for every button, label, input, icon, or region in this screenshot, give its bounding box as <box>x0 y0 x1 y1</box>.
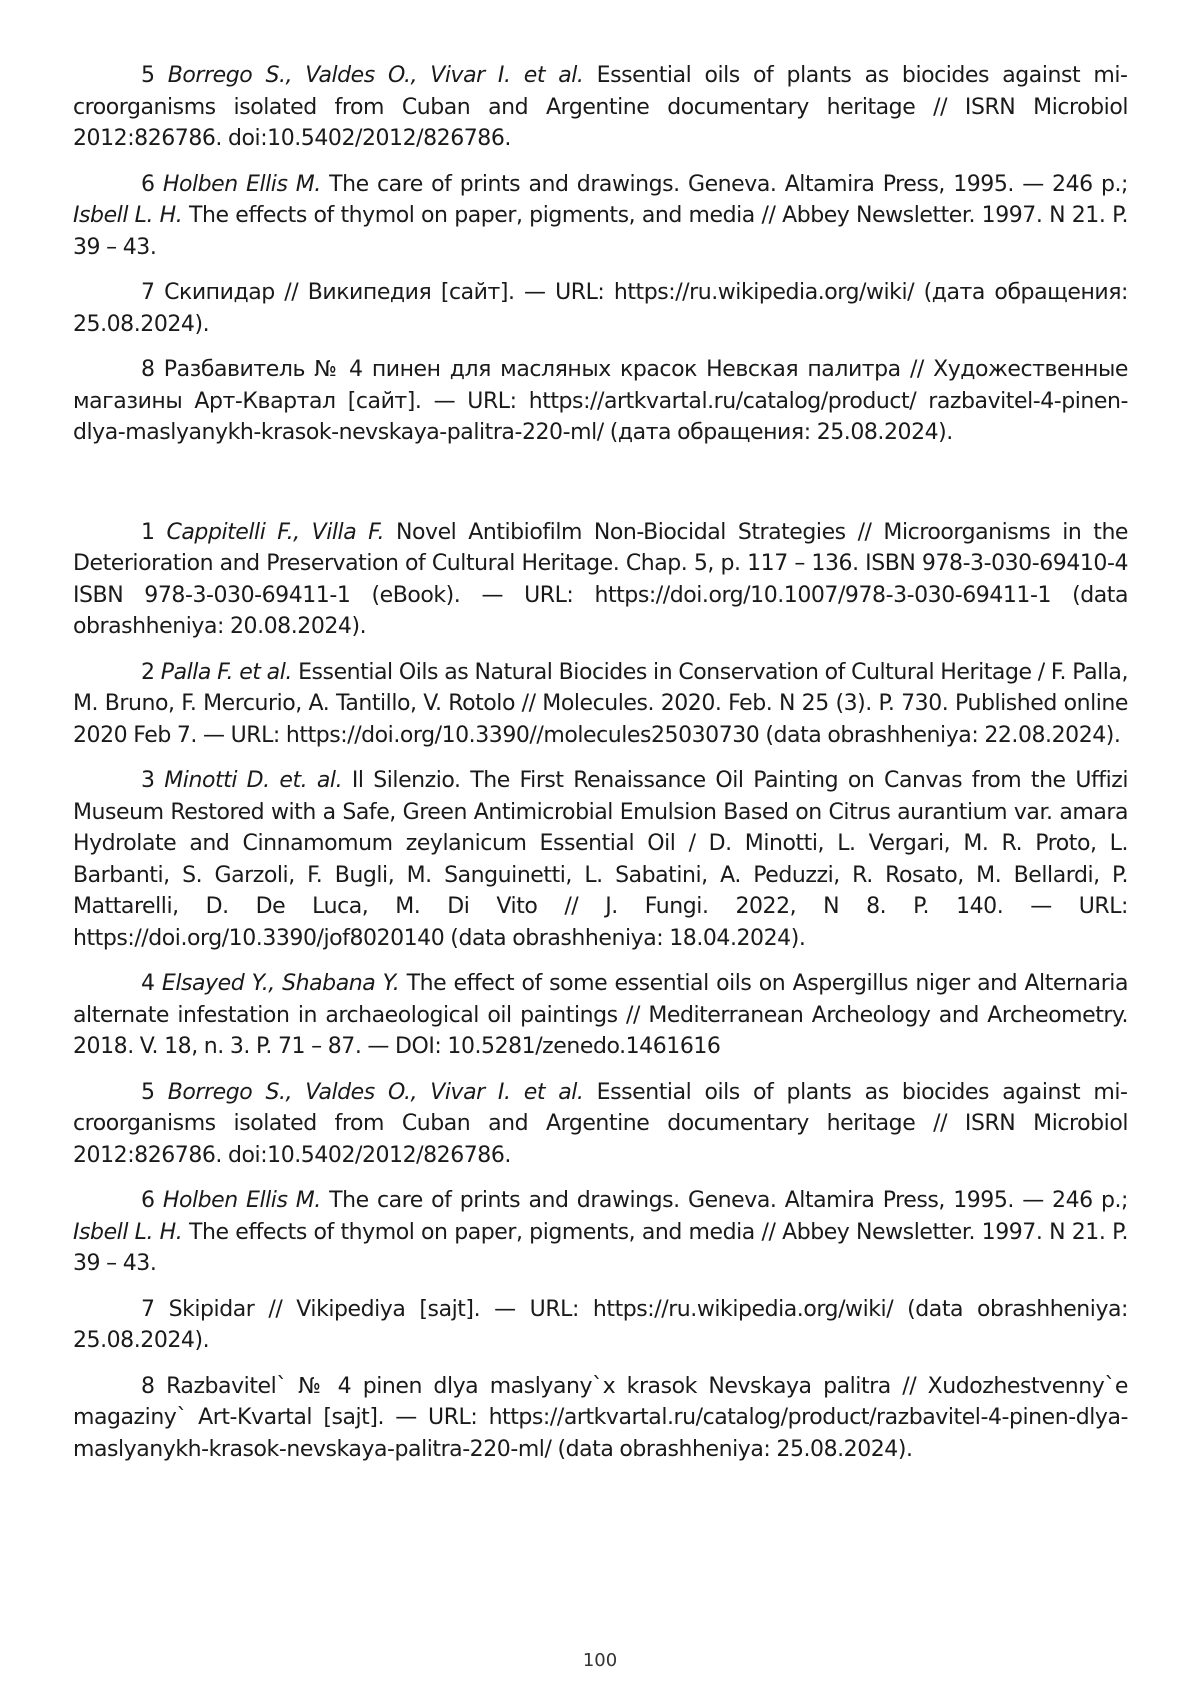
page-number: 100 <box>582 1650 618 1671</box>
reference-ru-6: 6 Holben Ellis M. The care of prints and drawings. Geneva. Altamira Press, 1995. — 246 p.; Isbell L. H. The effects of thymol on paper, pigments, and media // Abbey Newsletter. 1997. N 21. P. 39 – 43. <box>73 171 1129 260</box>
reference-text: Il Silenzio. The First Renaissance Oil Painting on Canvas from the Uffizi Museum Restored with a Safe, Green Antimicrobial Emulsion Based on Citrus aurantium var. amara Hydrolate and Cinnamomum zeylanicum Essential Oil / D. Minotti, L. Vergari, M. R. Proto, L. Barbanti, S. Garzoli, F. Bugli, M. Sanguinetti, L. Sabatini, A. Peduzzi, R. Rosato, M. Bellardi, P. Mattarelli, D. De Luca, M. Di Vito // J. Fungi. 2022, N 8. P. 140. — URL: https://doi.org/10.3390/jof8020140 (data obrashheniya: 18.04.2024). <box>73 768 1129 951</box>
reference-text: Essential oils of plants as biocides against microorganisms isolated from Cuban and Argentine documentary heritage // ISRN Microbiol 2012:826786. doi:10.5402/2012/826786. <box>73 63 1128 151</box>
reference-authors: Elsayed Y., Shabana Y. <box>161 971 400 996</box>
reference-authors: Holben Ellis M. <box>162 1188 321 1213</box>
reference-en-3: 3 Minotti D. et. al. Il Silenzio. The First Renaissance Oil Painting on Canvas from the Uffizi Museum Restored with a Safe, Green Antimicrobial Emulsion Based on Citrus aurantium var. amara Hydrolate and Cinnamomum zeylanicum Essential Oil / D. Minotti, L. Vergari, M. R. Proto, L. Barbanti, S. Garzoli, F. Bugli, M. Sanguinetti, L. Sabatini, A. Peduzzi, R. Rosato, M. Bellardi, P. Mattarelli, D. De Luca, M. Di Vito // J. Fungi. 2022, N 8. P. 140. — URL: https://doi.org/10.3390/jof8020140 (data obrashheniya: 18.04.2024). <box>73 768 1129 951</box>
reference-text: Essential Oils as Natural Biocides in Conservation of Cultural Heritage / F. Palla, M. Bruno, F. Mercurio, A. Tantillo, V. Rotolo // Molecules. 2020. Feb. N 25 (3). P. 730. Published online 2020 Feb 7. — URL: https://doi.org/10.3390//molecules25030730 (data obrashheniya: 22.08.2024). <box>73 659 1129 748</box>
reference-ru-8: 8 Разбавитель № 4 пинен для масляных красок Невская палитра // Художественные магазины Арт-Квартал [сайт]. — URL: https://artkvartal.ru/catalog/product/ razbavitel-4-pinen-dlya-maslyanykh-krasok-nevskaya-palitra-220-ml/ (дата обращения: 25.08.2024). <box>73 357 1128 445</box>
reference-en-7: 7 Skipidar // Vikipediya [sajt]. — URL: https://ru.wikipedia.org/wiki/ (data obrashheniya: 25.08.2024). <box>73 1296 1129 1353</box>
reference-en-8: 8 Razbavitel` № 4 pinen dlya maslyany`x krasok Nevskaya palitra // Xudozhestvenny`e magaziny` Art-Kvartal [sajt]. — URL: https://artkvartal.ru/catalog/product/razbavitel-4-pinen-dlya-maslyanykh-krasok-nevskaya-palitra-220-ml/ (data obrashheniya: 25.08.2024). <box>73 1373 1129 1462</box>
page-body <box>73 60 1128 1479</box>
reference-en-6: 6 Holben Ellis M. The care of prints and drawings. Geneva. Altamira Press, 1995. — 246 p.; Isbell L. H. The effects of thymol on paper, pigments, and media // Abbey Newsletter. 1997. N 21. P. 39 – 43. <box>73 1188 1129 1276</box>
reference-authors-2: Isbell L. H. <box>73 1219 183 1245</box>
reference-authors: Holben Ellis M. <box>162 171 321 197</box>
reference-ru-7: 7 Скипидар // Википедия [сайт]. — URL: https://ru.wikipedia.org/wiki/ (дата обращения: 25.08.2024). <box>73 280 1128 337</box>
reference-en-2: 2 Palla F. et al. Essential Oils as Natural Biocides in Conservation of Cultural Heritage / F. Palla, M. Bruno, F. Mercurio, A. Tantillo, V. Rotolo // Molecules. 2020. Feb. N 25 (3). P. 730. Published online 2020 Feb 7. — URL: https://doi.org/10.3390//molecules25030730 (data obrashheniya: 22.08.2024). <box>73 659 1129 748</box>
reference-text: Razbavitel` № 4 pinen dlya maslyany`x krasok Nevskaya palitra // Xudozhestvenny`e magaziny` Art-Kvartal [sajt]. — URL: https://artkvartal.ru/catalog/product/razbavitel-4-pinen-dlya-maslyanykh-krasok-nevskaya-palitra-220-ml/ (data obrashheniya: 25.08.2024). <box>73 1373 1129 1462</box>
reference-text: The effect of some essential oils on Aspergillus niger and Alternaria alternate infestation in archaeological oil paintings // Mediterranean Archeology and Archeometry. 2018. V. 18, n. 3. P. 71 – 87. — DOI: 10.5281/zenedo.1461616 <box>73 971 1128 1059</box>
reference-text: Разбавитель № 4 пинен для масляных красок Невская палитра // Художественные магазины Арт-Квартал [сайт]. — URL: https://artkvartal.ru/catalog/product/ razbavitel-4-pinen-dlya-maslyanykh-krasok-nevskaya-palitra-220-ml/ (дата обращения: 25.08.2024). <box>73 357 1128 445</box>
reference-en-5: 5 Borrego S., Valdes O., Vivar I. et al. Essential oils of plants as biocides against microorganisms isolated from Cuban and Argentine documentary heritage // ISRN Microbiol 2012:826786. doi:10.5402/2012/826786. <box>73 1079 1128 1168</box>
reference-authors: Borrego S., Valdes O., Vivar I. et al. <box>167 63 584 88</box>
reference-text-2: The effects of thymol on paper, pigments, and media // Abbey Newsletter. 1997. N 21. P. 39 – 43. <box>73 1219 1128 1276</box>
reference-authors: Cappitelli F., Villa F. <box>166 519 385 545</box>
reference-text: Skipidar // Vikipediya [sajt]. — URL: https://ru.wikipedia.org/wiki/ (data obrashheniya: 25.08.2024). <box>73 1296 1129 1353</box>
reference-text: Скипидар // Википедия [сайт]. — URL: https://ru.wikipedia.org/wiki/ (дата обращения: 25.08.2024). <box>73 280 1128 337</box>
reference-ru-5: 5 Borrego S., Valdes O., Vivar I. et al. Essential oils of plants as biocides against microorganisms isolated from Cuban and Argentine documentary heritage // ISRN Microbiol 2012:826786. doi:10.5402/2012/826786. <box>73 63 1128 151</box>
reference-text: Novel Antibiofilm Non-Biocidal Strategies // Microorganisms in the Deterioration and Preservation of Cultural Heritage. Chap. 5, p. 117 – 136. ISBN 978-3-030-69410-4 ISBN 978-3-030-69411-1 (eBook). — URL: https://doi.org/10.1007/978-3-030-69411-1 (data obrashheniya: 20.08.2024). <box>73 519 1129 639</box>
reference-authors: Borrego S., Valdes O., Vivar I. et al. <box>167 1079 584 1105</box>
reference-authors: Palla F. et al. <box>160 659 292 685</box>
reference-text: Essential oils of plants as biocides against microorganisms isolated from Cuban and Argentine documentary heritage // ISRN Microbiol 2012:826786. doi:10.5402/2012/826786. <box>73 1079 1128 1168</box>
reference-authors-2: Isbell L. H. <box>73 203 183 228</box>
reference-authors: Minotti D. et. al. <box>164 768 343 793</box>
reference-text-2: The effects of thymol on paper, pigments, and media // Abbey Newsletter. 1997. N 21. P. 39 – 43. <box>73 203 1128 260</box>
reference-en-4: 4 Elsayed Y., Shabana Y. The effect of some essential oils on Aspergillus niger and Alternaria alternate infestation in archaeological oil paintings // Mediterranean Archeology and Archeometry. 2018. V. 18, n. 3. P. 71 – 87. — DOI: 10.5281/zenedo.1461616 <box>73 971 1128 1059</box>
section-gap <box>73 463 1128 517</box>
reference-en-1: 1 Cappitelli F., Villa F. Novel Antibiofilm Non-Biocidal Strategies // Microorganisms in the Deterioration and Preservation of Cultural Heritage. Chap. 5, p. 117 – 136. ISBN 978-3-030-69410-4 ISBN 978-3-030-69411-1 (eBook). — URL: https://doi.org/10.1007/978-3-030-69411-1 (data obrashheniya: 20.08.2024). <box>73 519 1129 639</box>
reference-text: The care of prints and drawings. Geneva. Altamira Press, 1995. — 246 p.; <box>329 1188 1129 1213</box>
reference-text: The care of prints and drawings. Geneva. Altamira Press, 1995. — 246 p.; <box>329 171 1129 197</box>
